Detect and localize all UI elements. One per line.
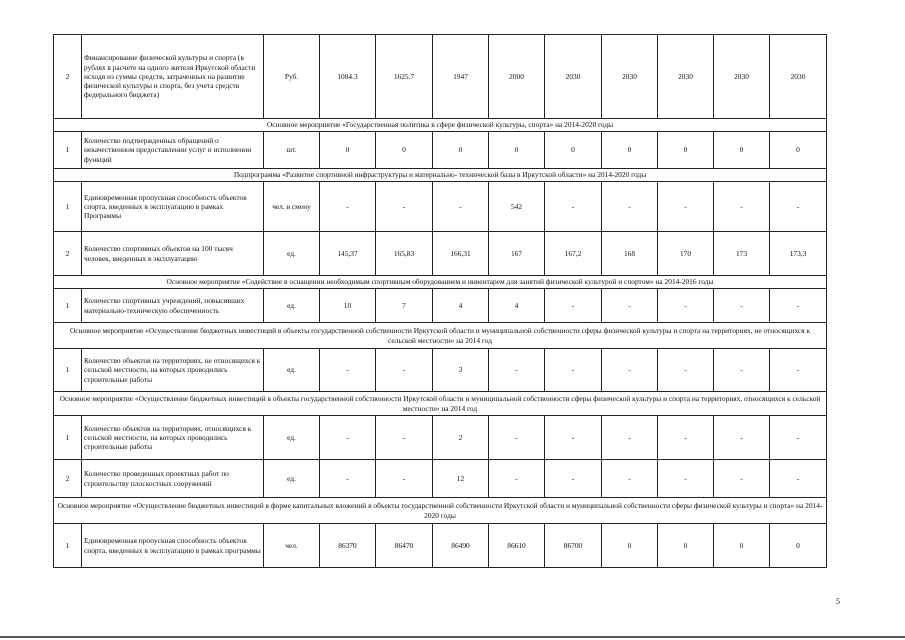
indicator-row: [54, 132, 827, 169]
indicator-row: [54, 182, 827, 232]
value-cell: 2030: [658, 35, 714, 119]
value-cell: 0: [770, 132, 827, 169]
indicator-row: [54, 349, 827, 392]
unit-cell: шт.: [264, 132, 320, 169]
section-title: Основное мероприятие «Осуществление бюджетных инвестиций в объекты государственной собственности Иркутской области и муниципальной собственности сферы физической культуры и спорта на территориях, не относящихся к сельской местности» на 2014 год: [54, 323, 827, 349]
indicator-name-cell: Единовременная пропускная способность объектов спорта, введенных в эксплуатацию в рамках Программы: [82, 182, 264, 232]
value-cell: 2030: [714, 35, 770, 119]
value-cell: -: [602, 182, 658, 232]
value-cell: -: [658, 416, 714, 460]
value-cell: -: [658, 349, 714, 392]
row-number-cell: 1: [54, 524, 82, 568]
page-bottom-rule: [0, 636, 905, 638]
value-cell: 0: [658, 524, 714, 568]
value-cell: -: [770, 289, 827, 323]
unit-cell: ед.: [264, 289, 320, 323]
value-cell: -: [602, 289, 658, 323]
value-cell: 0: [770, 524, 827, 568]
row-number-cell: 1: [54, 289, 82, 323]
value-cell: -: [602, 460, 658, 498]
value-cell: -: [658, 182, 714, 232]
value-cell: -: [489, 460, 545, 498]
value-cell: -: [770, 349, 827, 392]
value-cell: 86470: [376, 524, 433, 568]
section-header-row: [54, 119, 827, 132]
value-cell: -: [714, 460, 770, 498]
value-cell: -: [376, 349, 433, 392]
value-cell: 542: [489, 182, 545, 232]
indicator-name-cell: Количество подтвержденных обращений о некачественном предоставлении услуг и исполнении функций: [82, 132, 264, 169]
value-cell: -: [545, 289, 602, 323]
value-cell: 167,2: [545, 232, 602, 276]
page-number: 5: [836, 597, 840, 606]
indicator-name-cell: Финансирование физической культуры и спорта (в рублях в расчете на одного жителя Иркутской области исходя из суммы средств, затраченных на развитие физической культуры и спорта, без учета средств федерального бюджета): [82, 35, 264, 119]
section-header-row: [54, 498, 827, 524]
value-cell: 168: [602, 232, 658, 276]
section-title: Основное мероприятие «Государственная политика в сфере физической культуры, спорта» на 2014-2020 годы: [54, 119, 827, 132]
value-cell: 3: [433, 349, 489, 392]
value-cell: 2030: [545, 35, 602, 119]
value-cell: -: [602, 416, 658, 460]
indicator-name-cell: Количество объектов на территориях, относящихся к сельской местности, на которых проводились строительные работы: [82, 416, 264, 460]
value-cell: 1947: [433, 35, 489, 119]
unit-cell: ед.: [264, 232, 320, 276]
indicator-name-cell: Количество проведенных проектных работ по строительству плоскостных сооружений: [82, 460, 264, 498]
value-cell: 7: [376, 289, 433, 323]
value-cell: 86370: [320, 524, 376, 568]
section-header-row: [54, 392, 827, 416]
value-cell: 173: [714, 232, 770, 276]
unit-cell: Руб.: [264, 35, 320, 119]
section-title: Основное мероприятие «Осуществление бюджетных инвестиций в объекты государственной собственности Иркутской области и муниципальной собственности сферы физической культуры и спорта на территориях, относящихся к сельской местности» на 2014 год: [54, 392, 827, 416]
value-cell: -: [320, 460, 376, 498]
value-cell: 0: [602, 524, 658, 568]
value-cell: 86700: [545, 524, 602, 568]
value-cell: 0: [602, 132, 658, 169]
row-number-cell: 1: [54, 182, 82, 232]
row-number-cell: 2: [54, 460, 82, 498]
unit-cell: ед.: [264, 460, 320, 498]
section-title: Основное мероприятие «Содействие в оснащении необходимым спортивным оборудованием и инвентарем для занятий физической культурой и спортом» на 2014-2016 годы: [54, 276, 827, 289]
value-cell: 173,3: [770, 232, 827, 276]
row-number-cell: 2: [54, 35, 82, 119]
indicator-row: [54, 460, 827, 498]
unit-cell: чел.: [264, 524, 320, 568]
value-cell: -: [433, 182, 489, 232]
value-cell: -: [320, 182, 376, 232]
indicator-row: [54, 232, 827, 276]
value-cell: -: [770, 416, 827, 460]
value-cell: 145,37: [320, 232, 376, 276]
row-number-cell: 2: [54, 232, 82, 276]
value-cell: 0: [433, 132, 489, 169]
unit-cell: чел. в смену: [264, 182, 320, 232]
value-cell: -: [545, 349, 602, 392]
value-cell: 1625.7: [376, 35, 433, 119]
row-number-cell: 1: [54, 132, 82, 169]
value-cell: -: [602, 349, 658, 392]
value-cell: 12: [433, 460, 489, 498]
value-cell: 0: [320, 132, 376, 169]
value-cell: -: [489, 349, 545, 392]
indicator-row: [54, 524, 827, 568]
value-cell: 86490: [433, 524, 489, 568]
value-cell: -: [320, 416, 376, 460]
indicator-name-cell: Количество объектов на территориях, не относящихся к сельской местности, на которых проводились строительные работы: [82, 349, 264, 392]
indicator-name-cell: Количество спортивных учреждений, повысивших материально-техническую обеспеченность: [82, 289, 264, 323]
value-cell: -: [376, 460, 433, 498]
value-cell: -: [489, 416, 545, 460]
section-header-row: [54, 169, 827, 182]
value-cell: 2: [433, 416, 489, 460]
value-cell: 0: [658, 132, 714, 169]
value-cell: 0: [489, 132, 545, 169]
section-header-row: [54, 323, 827, 349]
value-cell: 167: [489, 232, 545, 276]
section-title: Подпрограмма «Развитие спортивной инфраструктуры и материально- технической базы в Иркутской области» на 2014-2020 годы: [54, 169, 827, 182]
value-cell: 0: [714, 524, 770, 568]
value-cell: -: [770, 182, 827, 232]
value-cell: 4: [489, 289, 545, 323]
value-cell: -: [714, 182, 770, 232]
indicator-name-cell: Единовременная пропускная способность объектов спорта, введенных в эксплуатацию в рамках программы: [82, 524, 264, 568]
value-cell: 1084.3: [320, 35, 376, 119]
row-number-cell: 1: [54, 416, 82, 460]
indicator-row: [54, 35, 827, 119]
value-cell: -: [376, 182, 433, 232]
value-cell: -: [545, 182, 602, 232]
indicators-table: [53, 34, 827, 568]
value-cell: 0: [545, 132, 602, 169]
value-cell: -: [714, 349, 770, 392]
value-cell: -: [714, 289, 770, 323]
unit-cell: ед.: [264, 416, 320, 460]
section-title: Основное мероприятие «Осуществление бюджетных инвестиций в форме капитальных вложений в объекты государственной собственности Иркутской области и муниципальной собственности сферы физической культуры и спорта» на 2014-2020 годы: [54, 498, 827, 524]
value-cell: 166,31: [433, 232, 489, 276]
value-cell: 86610: [489, 524, 545, 568]
value-cell: -: [714, 416, 770, 460]
value-cell: 2030: [602, 35, 658, 119]
value-cell: -: [770, 460, 827, 498]
value-cell: 0: [376, 132, 433, 169]
indicator-row: [54, 289, 827, 323]
indicator-name-cell: Количество спортивных объектов на 100 тысяч человек, введенных в эксплуатацию: [82, 232, 264, 276]
value-cell: 2000: [489, 35, 545, 119]
value-cell: -: [658, 289, 714, 323]
value-cell: -: [658, 460, 714, 498]
value-cell: -: [545, 460, 602, 498]
value-cell: 170: [658, 232, 714, 276]
value-cell: 2030: [770, 35, 827, 119]
value-cell: 0: [714, 132, 770, 169]
value-cell: -: [376, 416, 433, 460]
indicator-row: [54, 416, 827, 460]
unit-cell: ед.: [264, 349, 320, 392]
value-cell: 4: [433, 289, 489, 323]
value-cell: 10: [320, 289, 376, 323]
value-cell: -: [320, 349, 376, 392]
row-number-cell: 1: [54, 349, 82, 392]
section-header-row: [54, 276, 827, 289]
value-cell: -: [545, 416, 602, 460]
value-cell: 165,83: [376, 232, 433, 276]
